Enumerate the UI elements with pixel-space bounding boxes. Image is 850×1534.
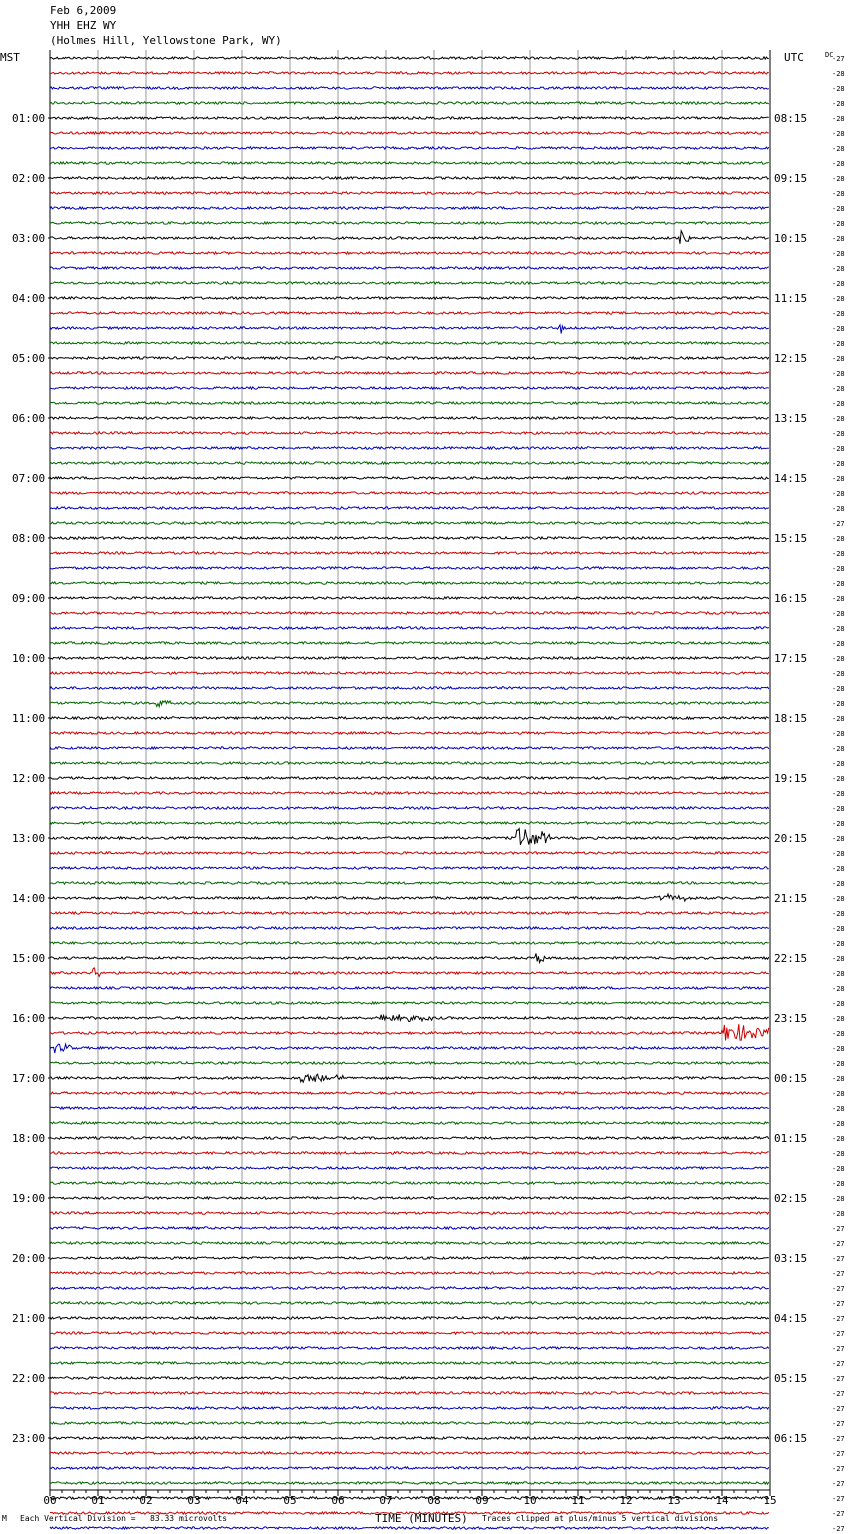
dc-offset-label: -28 xyxy=(832,655,845,663)
trace-line xyxy=(50,822,769,824)
mst-time-label: 14:00 xyxy=(12,892,46,905)
labels xyxy=(12,55,845,1534)
x-axis-title: TIME (MINUTES) xyxy=(375,1512,468,1525)
dc-offset-label: -28 xyxy=(832,340,845,348)
trace-line xyxy=(50,87,769,89)
trace-line xyxy=(50,852,769,854)
dc-offset-label: -28 xyxy=(832,1165,845,1173)
utc-time-label: 05:15 xyxy=(774,1372,808,1385)
mst-time-label: 22:00 xyxy=(12,1372,46,1385)
trace-line xyxy=(50,701,769,707)
dc-offset-label: -27 xyxy=(832,1330,845,1338)
trace-line xyxy=(50,222,769,224)
dc-offset-label: -27 xyxy=(832,1285,845,1293)
x-tick-label: 08 xyxy=(427,1494,441,1507)
location-label: (Holmes Hill, Yellowstone Park, WY) xyxy=(50,34,282,47)
trace-line xyxy=(50,231,769,244)
trace-line xyxy=(50,162,769,164)
dc-offset-label: -27 xyxy=(832,1270,845,1278)
dc-offset-label: -28 xyxy=(832,1150,845,1158)
dc-offset-label: -28 xyxy=(832,550,845,558)
mst-time-label: 03:00 xyxy=(12,232,46,245)
mst-axis-label: MST xyxy=(0,51,20,64)
dc-offset-label: -28 xyxy=(832,190,845,198)
dc-offset-label: -27 xyxy=(832,55,845,63)
trace-line xyxy=(50,522,769,524)
utc-time-label: 20:15 xyxy=(774,832,808,845)
trace-line xyxy=(50,1422,769,1424)
dc-offset-label: -27 xyxy=(832,1345,845,1353)
x-tick-label: 07 xyxy=(379,1494,393,1507)
dc-offset-label: -28 xyxy=(832,1030,845,1038)
mst-time-label: 09:00 xyxy=(12,592,46,605)
trace-line xyxy=(50,567,769,569)
x-tick-label: 06 xyxy=(331,1494,345,1507)
dc-offset-label: -28 xyxy=(832,835,845,843)
trace-line xyxy=(50,968,769,977)
trace-line xyxy=(50,612,769,614)
dc-offset-label: -28 xyxy=(832,595,845,603)
dc-offset-label: -28 xyxy=(832,1000,845,1008)
dc-offset-label: -27 xyxy=(832,520,845,528)
dc-offset-label: -28 xyxy=(832,370,845,378)
dc-offset-label: -28 xyxy=(832,700,845,708)
trace-line xyxy=(50,597,769,599)
utc-time-label: 06:15 xyxy=(774,1432,808,1445)
trace-line xyxy=(50,1452,769,1454)
dc-offset-label: -28 xyxy=(832,1105,845,1113)
mst-time-label: 05:00 xyxy=(12,352,46,365)
mst-time-label: 13:00 xyxy=(12,832,46,845)
utc-time-label: 13:15 xyxy=(774,412,808,425)
dc-offset-label: -28 xyxy=(832,205,845,213)
dc-offset-label: -28 xyxy=(832,1180,845,1188)
utc-time-label: 02:15 xyxy=(774,1192,808,1205)
utc-time-label: 01:15 xyxy=(774,1132,808,1145)
mst-time-label: 10:00 xyxy=(12,652,46,665)
utc-axis-label: UTC xyxy=(784,51,804,64)
dc-offset-label: -28 xyxy=(832,730,845,738)
x-tick-label: 04 xyxy=(235,1494,249,1507)
trace-line xyxy=(50,387,769,389)
dc-offset-label: -28 xyxy=(832,1120,845,1128)
mst-time-label: 15:00 xyxy=(12,952,46,965)
dc-offset-label: -28 xyxy=(832,1060,845,1068)
dc-offset-label: -28 xyxy=(832,745,845,753)
trace-line xyxy=(50,537,769,539)
dc-offset-label: -28 xyxy=(832,565,845,573)
trace-line xyxy=(50,1074,769,1082)
x-tick-label: 00 xyxy=(43,1494,57,1507)
x-tick-label: 15 xyxy=(763,1494,777,1507)
trace-line xyxy=(50,372,769,374)
dc-offset-label: -28 xyxy=(832,1135,845,1143)
x-tick-label: 10 xyxy=(523,1494,537,1507)
utc-time-label: 19:15 xyxy=(774,772,808,785)
trace-line xyxy=(50,252,769,254)
trace-line xyxy=(50,1152,769,1154)
trace-line xyxy=(50,282,769,284)
mst-time-label: 02:00 xyxy=(12,172,46,185)
trace-line xyxy=(50,57,769,59)
trace-line xyxy=(50,953,769,962)
utc-time-label: 22:15 xyxy=(774,952,808,965)
dc-offset-label: -28 xyxy=(832,235,845,243)
dc-offset-label: -28 xyxy=(832,1090,845,1098)
dc-offset-label: -27 xyxy=(832,1525,845,1533)
dc-offset-label: -28 xyxy=(832,1075,845,1083)
dc-offset-label: -28 xyxy=(832,310,845,318)
dc-offset-label: -28 xyxy=(832,85,845,93)
dc-offset-label: -28 xyxy=(832,280,845,288)
dc-offset-label: -28 xyxy=(832,790,845,798)
dc-offset-label: -28 xyxy=(832,880,845,888)
dc-offset-label: -28 xyxy=(832,220,845,228)
dc-offset-label: -27 xyxy=(832,1240,845,1248)
dc-offset-label: -28 xyxy=(832,160,845,168)
trace-line xyxy=(50,1227,769,1229)
dc-offset-label: -28 xyxy=(832,295,845,303)
trace-line xyxy=(50,1347,769,1349)
trace-line xyxy=(50,1497,769,1499)
mst-time-label: 07:00 xyxy=(12,472,46,485)
trace-line xyxy=(50,657,769,659)
trace-line xyxy=(50,72,769,74)
trace-line xyxy=(50,117,769,119)
dc-offset-label: -28 xyxy=(832,580,845,588)
trace-line xyxy=(50,1242,769,1244)
trace-line xyxy=(50,1014,769,1021)
trace-line xyxy=(50,1182,769,1184)
trace-line xyxy=(50,582,769,584)
dc-offset-label: -28 xyxy=(832,250,845,258)
dc-offset-label: -28 xyxy=(832,445,845,453)
utc-time-label: 00:15 xyxy=(774,1072,808,1085)
dc-offset-label: -28 xyxy=(832,625,845,633)
mst-time-label: 16:00 xyxy=(12,1012,46,1025)
trace-line xyxy=(50,987,769,989)
trace-line xyxy=(50,462,769,464)
dc-offset-label: -28 xyxy=(832,865,845,873)
dc-offset-label: -28 xyxy=(832,505,845,513)
dc-offset-label: -28 xyxy=(832,910,845,918)
dc-axis-label: DC xyxy=(825,51,834,59)
trace-line xyxy=(50,1137,769,1139)
trace-line xyxy=(50,687,769,689)
mst-time-label: 17:00 xyxy=(12,1072,46,1085)
dc-offset-label: -28 xyxy=(832,760,845,768)
dc-offset-label: -28 xyxy=(832,1210,845,1218)
x-tick-label: 12 xyxy=(619,1494,633,1507)
x-tick-label: 02 xyxy=(139,1494,153,1507)
division-note: Each Vertical Division = 83.33 microvolts xyxy=(20,1514,228,1523)
dc-offset-label: -27 xyxy=(832,1225,845,1233)
clip-note: Traces clipped at plus/minus 5 vertical divisions xyxy=(482,1514,719,1523)
trace-line xyxy=(50,1407,769,1409)
trace-line xyxy=(50,912,769,914)
dc-offset-label: -28 xyxy=(832,475,845,483)
trace-line xyxy=(50,1482,769,1484)
trace-line xyxy=(50,1527,769,1529)
dc-offset-label: -28 xyxy=(832,175,845,183)
dc-offset-label: -28 xyxy=(832,145,845,153)
mst-time-label: 12:00 xyxy=(12,772,46,785)
x-tick-label: 13 xyxy=(667,1494,681,1507)
trace-line xyxy=(50,1302,769,1304)
trace-line xyxy=(50,177,769,179)
dc-offset-label: -28 xyxy=(832,805,845,813)
trace-line xyxy=(50,1212,769,1214)
trace-line xyxy=(50,102,769,104)
dc-offset-label: -28 xyxy=(832,460,845,468)
trace-line xyxy=(50,477,769,479)
trace-line xyxy=(50,147,769,149)
x-tick-label: 01 xyxy=(91,1494,105,1507)
trace-line xyxy=(50,942,769,944)
trace-line xyxy=(50,1317,769,1319)
utc-time-label: 17:15 xyxy=(774,652,808,665)
trace-line xyxy=(50,1092,769,1094)
dc-offset-label: -28 xyxy=(832,895,845,903)
trace-line xyxy=(50,312,769,314)
trace-line xyxy=(50,132,769,134)
utc-time-label: 18:15 xyxy=(774,712,808,725)
trace-line xyxy=(50,829,769,845)
utc-time-label: 03:15 xyxy=(774,1252,808,1265)
trace-line xyxy=(50,732,769,734)
station-label: YHH EHZ WY xyxy=(50,19,117,32)
dc-offset-label: -27 xyxy=(832,1405,845,1413)
trace-line xyxy=(50,297,769,299)
dc-offset-label: -28 xyxy=(832,490,845,498)
dc-offset-label: -28 xyxy=(832,610,845,618)
trace-line xyxy=(50,792,769,794)
mst-time-label: 23:00 xyxy=(12,1432,46,1445)
dc-offset-label: -28 xyxy=(832,415,845,423)
dc-offset-label: -28 xyxy=(832,985,845,993)
x-tick-label: 05 xyxy=(283,1494,297,1507)
trace-line xyxy=(50,762,769,764)
utc-time-label: 10:15 xyxy=(774,232,808,245)
dc-offset-label: -27 xyxy=(832,1360,845,1368)
dc-offset-label: -27 xyxy=(832,1450,845,1458)
dc-offset-label: -28 xyxy=(832,400,845,408)
mst-time-label: 08:00 xyxy=(12,532,46,545)
utc-time-label: 04:15 xyxy=(774,1312,808,1325)
utc-time-label: 09:15 xyxy=(774,172,808,185)
dc-offset-label: -27 xyxy=(832,1465,845,1473)
trace-line xyxy=(50,357,769,359)
mst-time-label: 11:00 xyxy=(12,712,46,725)
x-tick-label: 14 xyxy=(715,1494,729,1507)
x-tick-label: 11 xyxy=(571,1494,585,1507)
dc-offset-label: -28 xyxy=(832,775,845,783)
trace-line xyxy=(50,747,769,749)
trace-line xyxy=(50,1467,769,1469)
trace-line xyxy=(50,1062,769,1064)
dc-offset-label: -28 xyxy=(832,265,845,273)
trace-line xyxy=(50,807,769,809)
footer-mark: M xyxy=(2,1514,7,1523)
dc-offset-label: -27 xyxy=(832,1495,845,1503)
date-label: Feb 6,2009 xyxy=(50,4,117,17)
trace-line xyxy=(50,1257,769,1259)
utc-time-label: 15:15 xyxy=(774,532,808,545)
utc-time-label: 23:15 xyxy=(774,1012,808,1025)
dc-offset-label: -28 xyxy=(832,640,845,648)
utc-time-label: 08:15 xyxy=(774,112,808,125)
trace-line xyxy=(50,402,769,404)
trace-line xyxy=(50,1107,769,1109)
mst-time-label: 20:00 xyxy=(12,1252,46,1265)
trace-line xyxy=(50,1272,769,1274)
trace-line xyxy=(50,417,769,419)
dc-offset-label: -28 xyxy=(832,715,845,723)
trace-line xyxy=(50,1122,769,1124)
trace-line xyxy=(50,1024,769,1040)
dc-offset-label: -28 xyxy=(832,355,845,363)
utc-time-label: 21:15 xyxy=(774,892,808,905)
dc-offset-label: -28 xyxy=(832,1045,845,1053)
dc-offset-label: -28 xyxy=(832,970,845,978)
trace-line xyxy=(50,207,769,209)
trace-line xyxy=(50,642,769,644)
traces xyxy=(50,57,769,1534)
dc-offset-label: -28 xyxy=(832,940,845,948)
utc-time-label: 14:15 xyxy=(774,472,808,485)
trace-line xyxy=(50,432,769,434)
mst-time-label: 18:00 xyxy=(12,1132,46,1145)
dc-offset-label: -28 xyxy=(832,430,845,438)
dc-offset-label: -28 xyxy=(832,1015,845,1023)
trace-line xyxy=(50,1044,769,1053)
trace-line xyxy=(50,492,769,494)
x-tick-label: 03 xyxy=(187,1494,201,1507)
mst-time-label: 19:00 xyxy=(12,1192,46,1205)
utc-time-label: 11:15 xyxy=(774,292,808,305)
dc-offset-label: -28 xyxy=(832,685,845,693)
utc-time-label: 12:15 xyxy=(774,352,808,365)
dc-offset-label: -27 xyxy=(832,1435,845,1443)
utc-time-label: 16:15 xyxy=(774,592,808,605)
dc-offset-label: -28 xyxy=(832,100,845,108)
trace-line xyxy=(50,1437,769,1439)
trace-line xyxy=(50,927,769,929)
dc-offset-label: -27 xyxy=(832,1420,845,1428)
dc-offset-label: -27 xyxy=(832,1510,845,1518)
dc-offset-label: -28 xyxy=(832,955,845,963)
dc-offset-label: -28 xyxy=(832,70,845,78)
trace-line xyxy=(50,777,769,779)
trace-line xyxy=(50,882,769,884)
trace-line xyxy=(50,1002,769,1004)
trace-line xyxy=(50,1392,769,1394)
dc-offset-label: -27 xyxy=(832,1375,845,1383)
trace-line xyxy=(50,552,769,554)
dc-offset-label: -28 xyxy=(832,385,845,393)
trace-line xyxy=(50,342,769,344)
dc-offset-label: -27 xyxy=(832,1480,845,1488)
dc-offset-label: -28 xyxy=(832,670,845,678)
mst-time-label: 04:00 xyxy=(12,292,46,305)
dc-offset-label: -28 xyxy=(832,850,845,858)
dc-offset-label: -28 xyxy=(832,115,845,123)
trace-line xyxy=(50,1362,769,1364)
trace-line xyxy=(50,192,769,194)
trace-line xyxy=(50,867,769,869)
dc-offset-label: -27 xyxy=(832,1315,845,1323)
trace-line xyxy=(50,627,769,629)
dc-offset-label: -27 xyxy=(832,1300,845,1308)
trace-line xyxy=(50,1197,769,1199)
trace-line xyxy=(50,894,769,901)
trace-line xyxy=(50,672,769,674)
dc-offset-label: -28 xyxy=(832,820,845,828)
dc-offset-label: -28 xyxy=(832,325,845,333)
trace-line xyxy=(50,1377,769,1379)
trace-line xyxy=(50,717,769,719)
trace-line xyxy=(50,1287,769,1289)
x-tick-label: 09 xyxy=(475,1494,489,1507)
trace-line xyxy=(50,325,769,334)
mst-time-label: 06:00 xyxy=(12,412,46,425)
trace-line xyxy=(50,1167,769,1169)
mst-time-label: 21:00 xyxy=(12,1312,46,1325)
dc-offset-label: -28 xyxy=(832,1195,845,1203)
dc-offset-label: -27 xyxy=(832,1255,845,1263)
dc-offset-label: -27 xyxy=(832,1390,845,1398)
trace-line xyxy=(50,447,769,449)
dc-offset-label: -28 xyxy=(832,925,845,933)
dc-offset-label: -28 xyxy=(832,535,845,543)
trace-line xyxy=(50,1332,769,1334)
mst-time-label: 01:00 xyxy=(12,112,46,125)
trace-line xyxy=(50,267,769,269)
trace-line xyxy=(50,507,769,509)
dc-offset-label: -28 xyxy=(832,130,845,138)
